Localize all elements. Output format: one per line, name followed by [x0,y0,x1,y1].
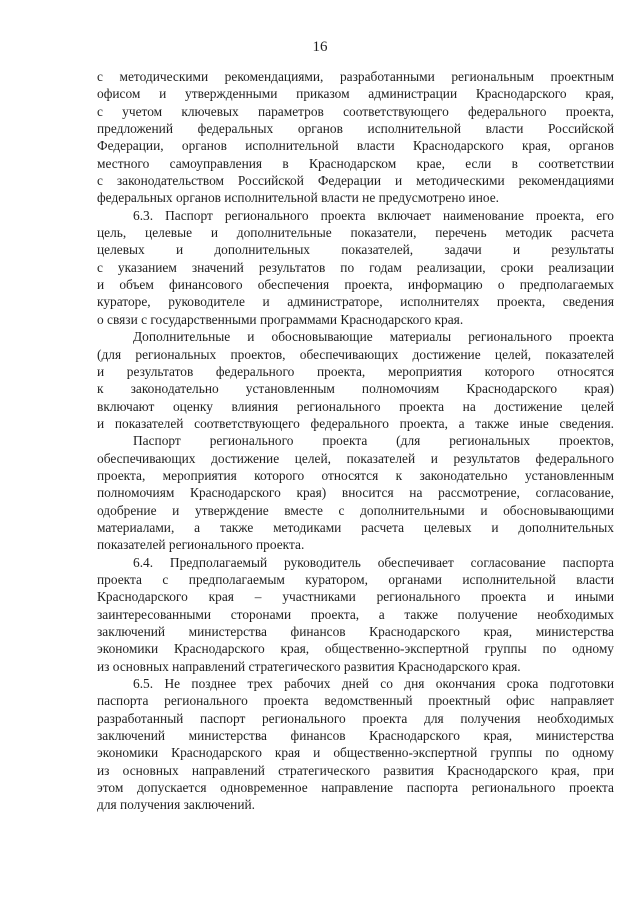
text-line: разработанный паспорт регионального проекта для получения необходимых [97,710,614,726]
text-line: одобрение и утверждение вместе с дополнительными и обосновывающими [97,502,614,518]
text-line: заключений министерства финансов Краснодарского края, министерства [97,728,614,744]
text-line: заинтересованными сторонами проекта, а также получение необходимых [97,606,614,622]
text-line: полномочиям Краснодарского края) вносится на рассмотрение, согласование, [97,485,614,501]
text-line: с законодательством Российской Федерации и методическими рекомендациями [97,173,614,189]
text-line: и результатов федерального проекта, мероприятия которого относятся [97,363,614,379]
body-text [97,68,614,814]
text-line: (для региональных проектов, обеспечивающих достижение целей, показателей [97,346,614,362]
text-line: обеспечивающих достижение целей, показателей и результатов федерального [97,450,614,466]
text-line: экономики Краснодарского края, общественно-экспертной группы по одному [97,641,614,657]
text-line: цель, целевые и дополнительные показатели, перечень методик расчета [97,225,614,241]
text-line: целевых и дополнительных показателей, задачи и результаты [97,242,614,258]
text-line: местного самоуправления в Краснодарском крае, если в соответствии [97,155,614,171]
text-line: к законодательно установленным полномочиям Краснодарского края) [97,381,614,397]
text-line: 6.4. Предполагаемый руководитель обеспечивает согласование паспорта [133,554,614,570]
text-line: Федерации, органов исполнительной власти Краснодарского края, органов [97,138,614,154]
text-line: этом допускается одновременное направление паспорта регионального проекта [97,780,614,796]
text-line: предложений федеральных органов исполнительной власти Российской [97,121,614,137]
text-line: из основных направлений стратегического развития Краснодарского края. [97,658,521,674]
text-line: 6.5. Не позднее трех рабочих дней со дня окончания срока подготовки [133,676,614,692]
text-line: с методическими рекомендациями, разработанными региональным проектным [97,69,614,84]
text-line: федеральных органов исполнительной власти не предусмотрено иное. [97,190,500,206]
text-line: Краснодарского края – участниками регионального проекта и иными [97,589,614,605]
text-line: и показателей соответствующего федерального проекта, а также иные сведения. [97,415,614,431]
text-line: для получения заключений. [97,797,256,813]
text-line: из основных направлений стратегического развития Краснодарского края, при [97,762,614,778]
text-line: показателей регионального проекта. [97,537,305,553]
text-line: Паспорт регионального проекта (для региональных проектов, [133,433,614,449]
text-line: и объем финансового обеспечения проекта, информацию о предполагаемых [97,277,614,293]
text-line: о связи с государственными программами Краснодарского края. [97,311,464,327]
text-line: проекта с предполагаемым куратором, органами исполнительной власти [97,571,614,587]
text-line: паспорта регионального проекта ведомственный проектный офис направляет [97,693,614,709]
text-line: с указанием значений результатов по годам реализации, сроки реализации [97,259,614,275]
text-line: Дополнительные и обосновывающие материалы регионального проекта [133,329,614,345]
text-line: материалами, а также методиками расчета целевых и дополнительных [97,519,614,535]
text-line: офисом и утвержденными приказом администрации Краснодарского края, [97,86,614,102]
text-line: заключений министерства финансов Краснодарского края, министерства [97,624,614,639]
text-line: проекта, мероприятия которого относятся к законодательно установленным [97,467,614,483]
text-line: экономики Краснодарского края и общественно-экспертной группы по одному [97,745,614,761]
text-line: кураторе, руководителе и администраторе, исполнителях проекта, сведения [97,294,614,310]
text-line: включают оценку влияния регионального проекта на достижение целей [97,398,614,414]
text-line: с учетом ключевых параметров соответствующего федерального проекта, [97,103,614,119]
text-line: 6.3. Паспорт регионального проекта включает наименование проекта, его [133,207,614,223]
page-number: 16 [312,39,328,55]
